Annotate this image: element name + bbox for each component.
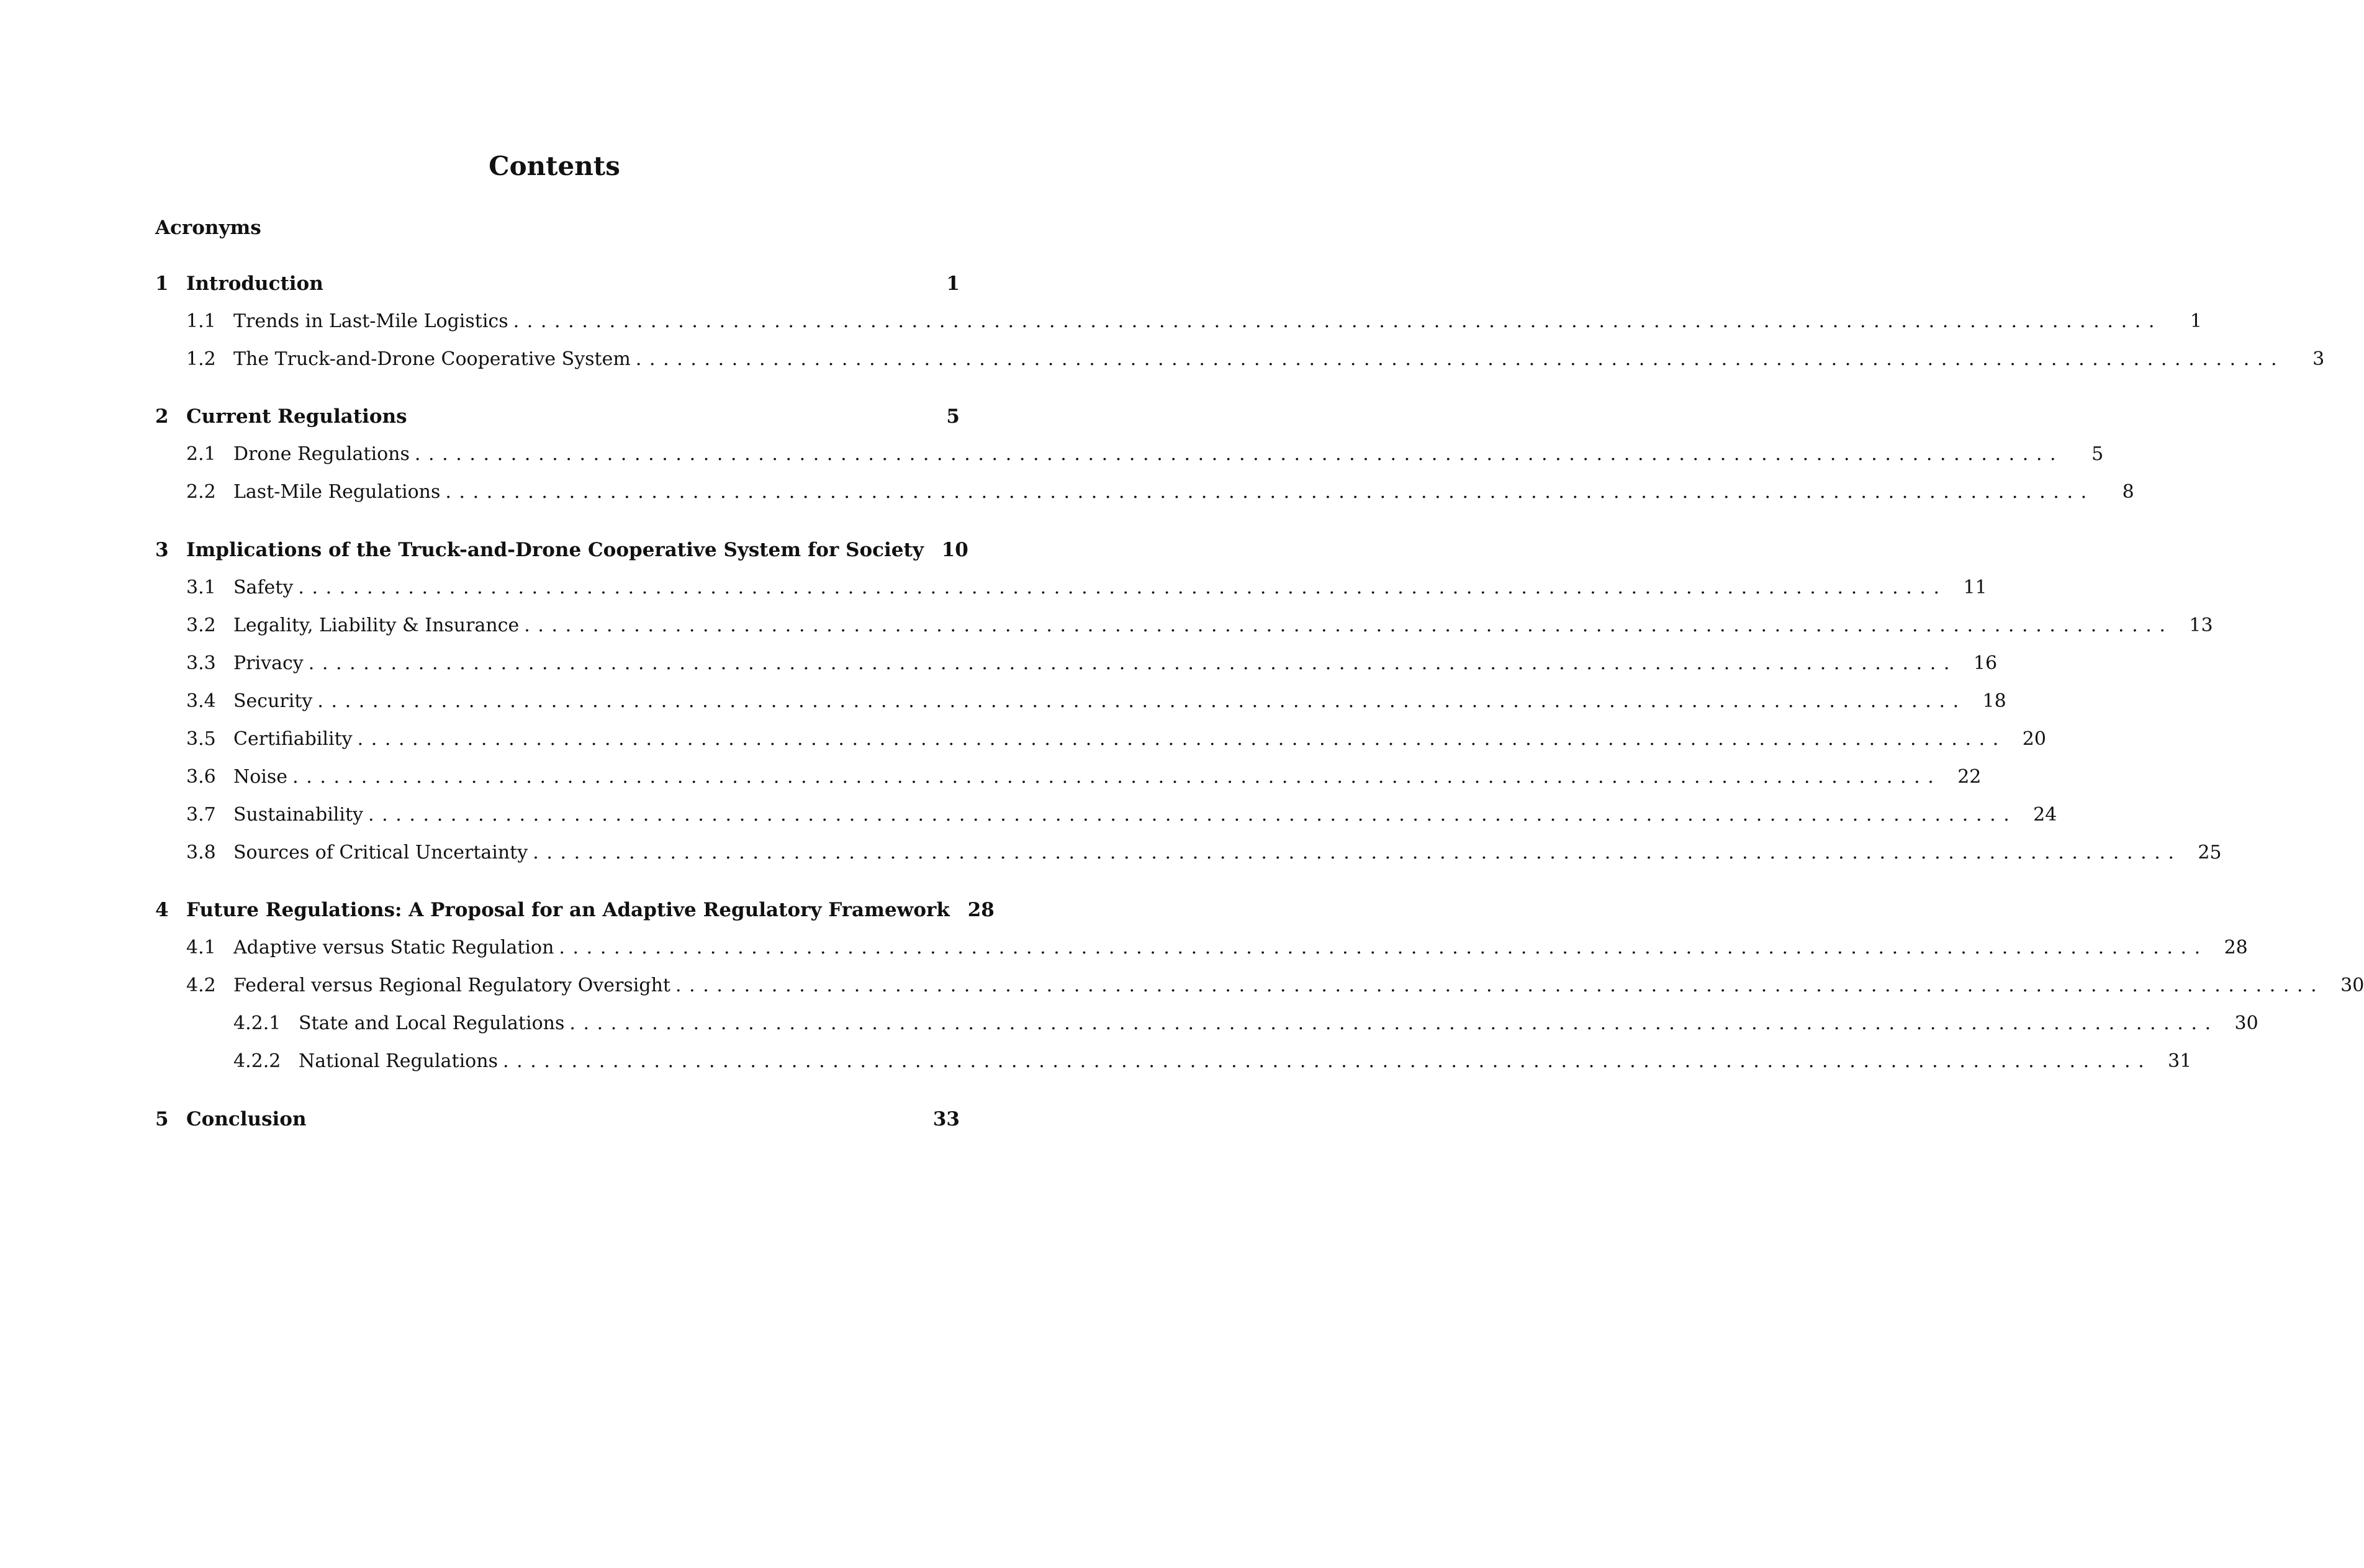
entry-number: 3.6 — [186, 766, 216, 788]
entry-number: 3.3 — [186, 652, 216, 674]
entry-title: Current Regulations — [186, 405, 407, 428]
entry-title: National Regulations — [299, 1050, 498, 1072]
toc-section-entry[interactable] — [155, 574, 1987, 602]
entry-page-number: 25 — [2198, 842, 2222, 863]
entry-page-number: 5 — [946, 405, 960, 428]
entry-number: 5 — [155, 1108, 169, 1130]
toc-section-entry[interactable] — [155, 478, 2134, 507]
entry-title: Last-Mile Regulations — [233, 481, 441, 503]
entry-number: 3.8 — [186, 842, 216, 863]
toc-subsection-entry[interactable] — [155, 1009, 2258, 1038]
dot-leader: ........................................................................................................................ — [445, 481, 2095, 503]
entry-title: Privacy — [233, 652, 304, 674]
entry-number: 2 — [155, 405, 169, 428]
entry-number: 1 — [155, 273, 169, 295]
toc-section-entry[interactable] — [155, 307, 2202, 336]
toc-section-entry[interactable] — [155, 440, 2104, 469]
toc-section-entry[interactable] — [155, 801, 2057, 829]
dot-leader: ........................................................................................................................ — [368, 804, 2018, 826]
entry-page-number: 22 — [1957, 766, 1982, 788]
entry-page-number: 30 — [2234, 1012, 2258, 1034]
entry-number: 3.4 — [186, 690, 216, 712]
entry-title: Adaptive versus Static Regulation — [233, 937, 554, 958]
entry-page-number: 11 — [1963, 577, 1987, 598]
entry-number: 4.2.1 — [233, 1012, 281, 1034]
entry-page-number: 28 — [2224, 937, 2248, 958]
toc-chapter-entry[interactable] — [155, 402, 960, 431]
toc-chapter-entry[interactable] — [155, 1105, 960, 1133]
entry-page-number: 18 — [1982, 690, 2006, 712]
entry-number: 4.2.2 — [233, 1050, 281, 1072]
entry-page-number: 3 — [2312, 348, 2325, 370]
entry-title: Certifiability — [233, 728, 353, 750]
toc-section-entry[interactable] — [155, 611, 2213, 640]
entry-page-number: 31 — [2168, 1050, 2192, 1072]
entry-page-number: 1 — [2190, 310, 2202, 332]
dot-leader: ........................................................................................................................ — [635, 348, 2285, 370]
entry-title: Drone Regulations — [233, 443, 410, 465]
toc-section-entry[interactable] — [155, 934, 2248, 962]
dot-leader: ........................................................................................................................ — [559, 937, 2208, 958]
entry-number: 3.5 — [186, 728, 216, 750]
entry-number: 2.1 — [186, 443, 216, 465]
entry-title: Sources of Critical Uncertainty — [233, 842, 528, 863]
toc-section-entry[interactable] — [155, 649, 1998, 678]
toc-section-entry[interactable] — [155, 345, 2325, 374]
toc-section-entry[interactable] — [155, 839, 2222, 867]
entry-page-number: 24 — [2033, 804, 2057, 826]
entry-number: 1.2 — [186, 348, 216, 370]
entry-page-number: 16 — [1973, 652, 1998, 674]
dot-leader: ........................................................................................................................ — [524, 615, 2173, 636]
entry-page-number: 30 — [2340, 975, 2364, 996]
entry-number: 1.1 — [186, 310, 216, 332]
entry-title: Security — [233, 690, 313, 712]
entry-title: Acronyms — [155, 217, 261, 239]
toc-chapter-entry[interactable] — [155, 269, 960, 298]
dot-leader: ........................................................................................................................ — [298, 577, 1947, 598]
entry-title: Safety — [233, 577, 294, 598]
entry-number: 4.1 — [186, 937, 216, 958]
dot-leader: ........................................................................................................................ — [533, 842, 2182, 863]
toc-subsection-entry[interactable] — [155, 1047, 2192, 1076]
toc-section-entry[interactable] — [155, 687, 2006, 716]
dot-leader: ........................................................................................................................ — [308, 652, 1958, 674]
entry-title: Legality, Liability & Insurance — [233, 615, 520, 636]
toc-chapter-entry[interactable] — [155, 536, 968, 564]
entry-number: 4 — [155, 899, 169, 921]
entry-title: Introduction — [186, 273, 323, 295]
entry-number: 3.7 — [186, 804, 216, 826]
dot-leader: ........................................................................................................................ — [357, 728, 2006, 750]
entry-title: Trends in Last-Mile Logistics — [233, 310, 508, 332]
entry-title: Federal versus Regional Regulatory Oversight — [233, 975, 670, 996]
dot-leader: ........................................................................................................................ — [513, 310, 2162, 332]
dot-leader: ........................................................................................................................ — [317, 690, 1967, 712]
entry-title: The Truck-and-Drone Cooperative System — [233, 348, 631, 370]
entry-page-number: 1 — [946, 273, 960, 295]
toc-chapter-entry[interactable] — [155, 214, 960, 242]
entry-title: Future Regulations: A Proposal for an Adaptive Regulatory Framework — [186, 899, 950, 921]
dot-leader: ........................................................................................................................ — [502, 1050, 2152, 1072]
toc-section-entry[interactable] — [155, 763, 1982, 791]
entry-number: 3.1 — [186, 577, 216, 598]
dot-leader: ........................................................................................................................ — [414, 443, 2064, 465]
dot-leader: ........................................................................................................................ — [675, 975, 2325, 996]
entry-number: 3 — [155, 539, 169, 561]
entry-page-number: 8 — [2122, 481, 2134, 503]
page-title: Contents — [489, 151, 620, 181]
entry-title: Conclusion — [186, 1108, 307, 1130]
entry-title: Implications of the Truck-and-Drone Cooperative System for Society — [186, 539, 924, 561]
entry-page-number: 20 — [2022, 728, 2046, 750]
entry-number: 4.2 — [186, 975, 216, 996]
dot-leader: ........................................................................................................................ — [292, 766, 1942, 788]
entry-page-number: 10 — [941, 539, 968, 561]
entry-page-number: 28 — [967, 899, 995, 921]
entry-page-number: 13 — [2189, 615, 2213, 636]
toc-chapter-entry[interactable] — [155, 896, 995, 924]
toc-section-entry[interactable] — [155, 971, 2364, 1000]
entry-page-number: 33 — [932, 1108, 960, 1130]
entry-title: State and Local Regulations — [299, 1012, 565, 1034]
toc-section-entry[interactable] — [155, 725, 2046, 754]
entry-page-number: 5 — [2091, 443, 2104, 465]
entry-number: 3.2 — [186, 615, 216, 636]
entry-number: 2.2 — [186, 481, 216, 503]
dot-leader: ........................................................................................................................ — [569, 1012, 2219, 1034]
entry-title: Noise — [233, 766, 288, 788]
entry-title: Sustainability — [233, 804, 364, 826]
